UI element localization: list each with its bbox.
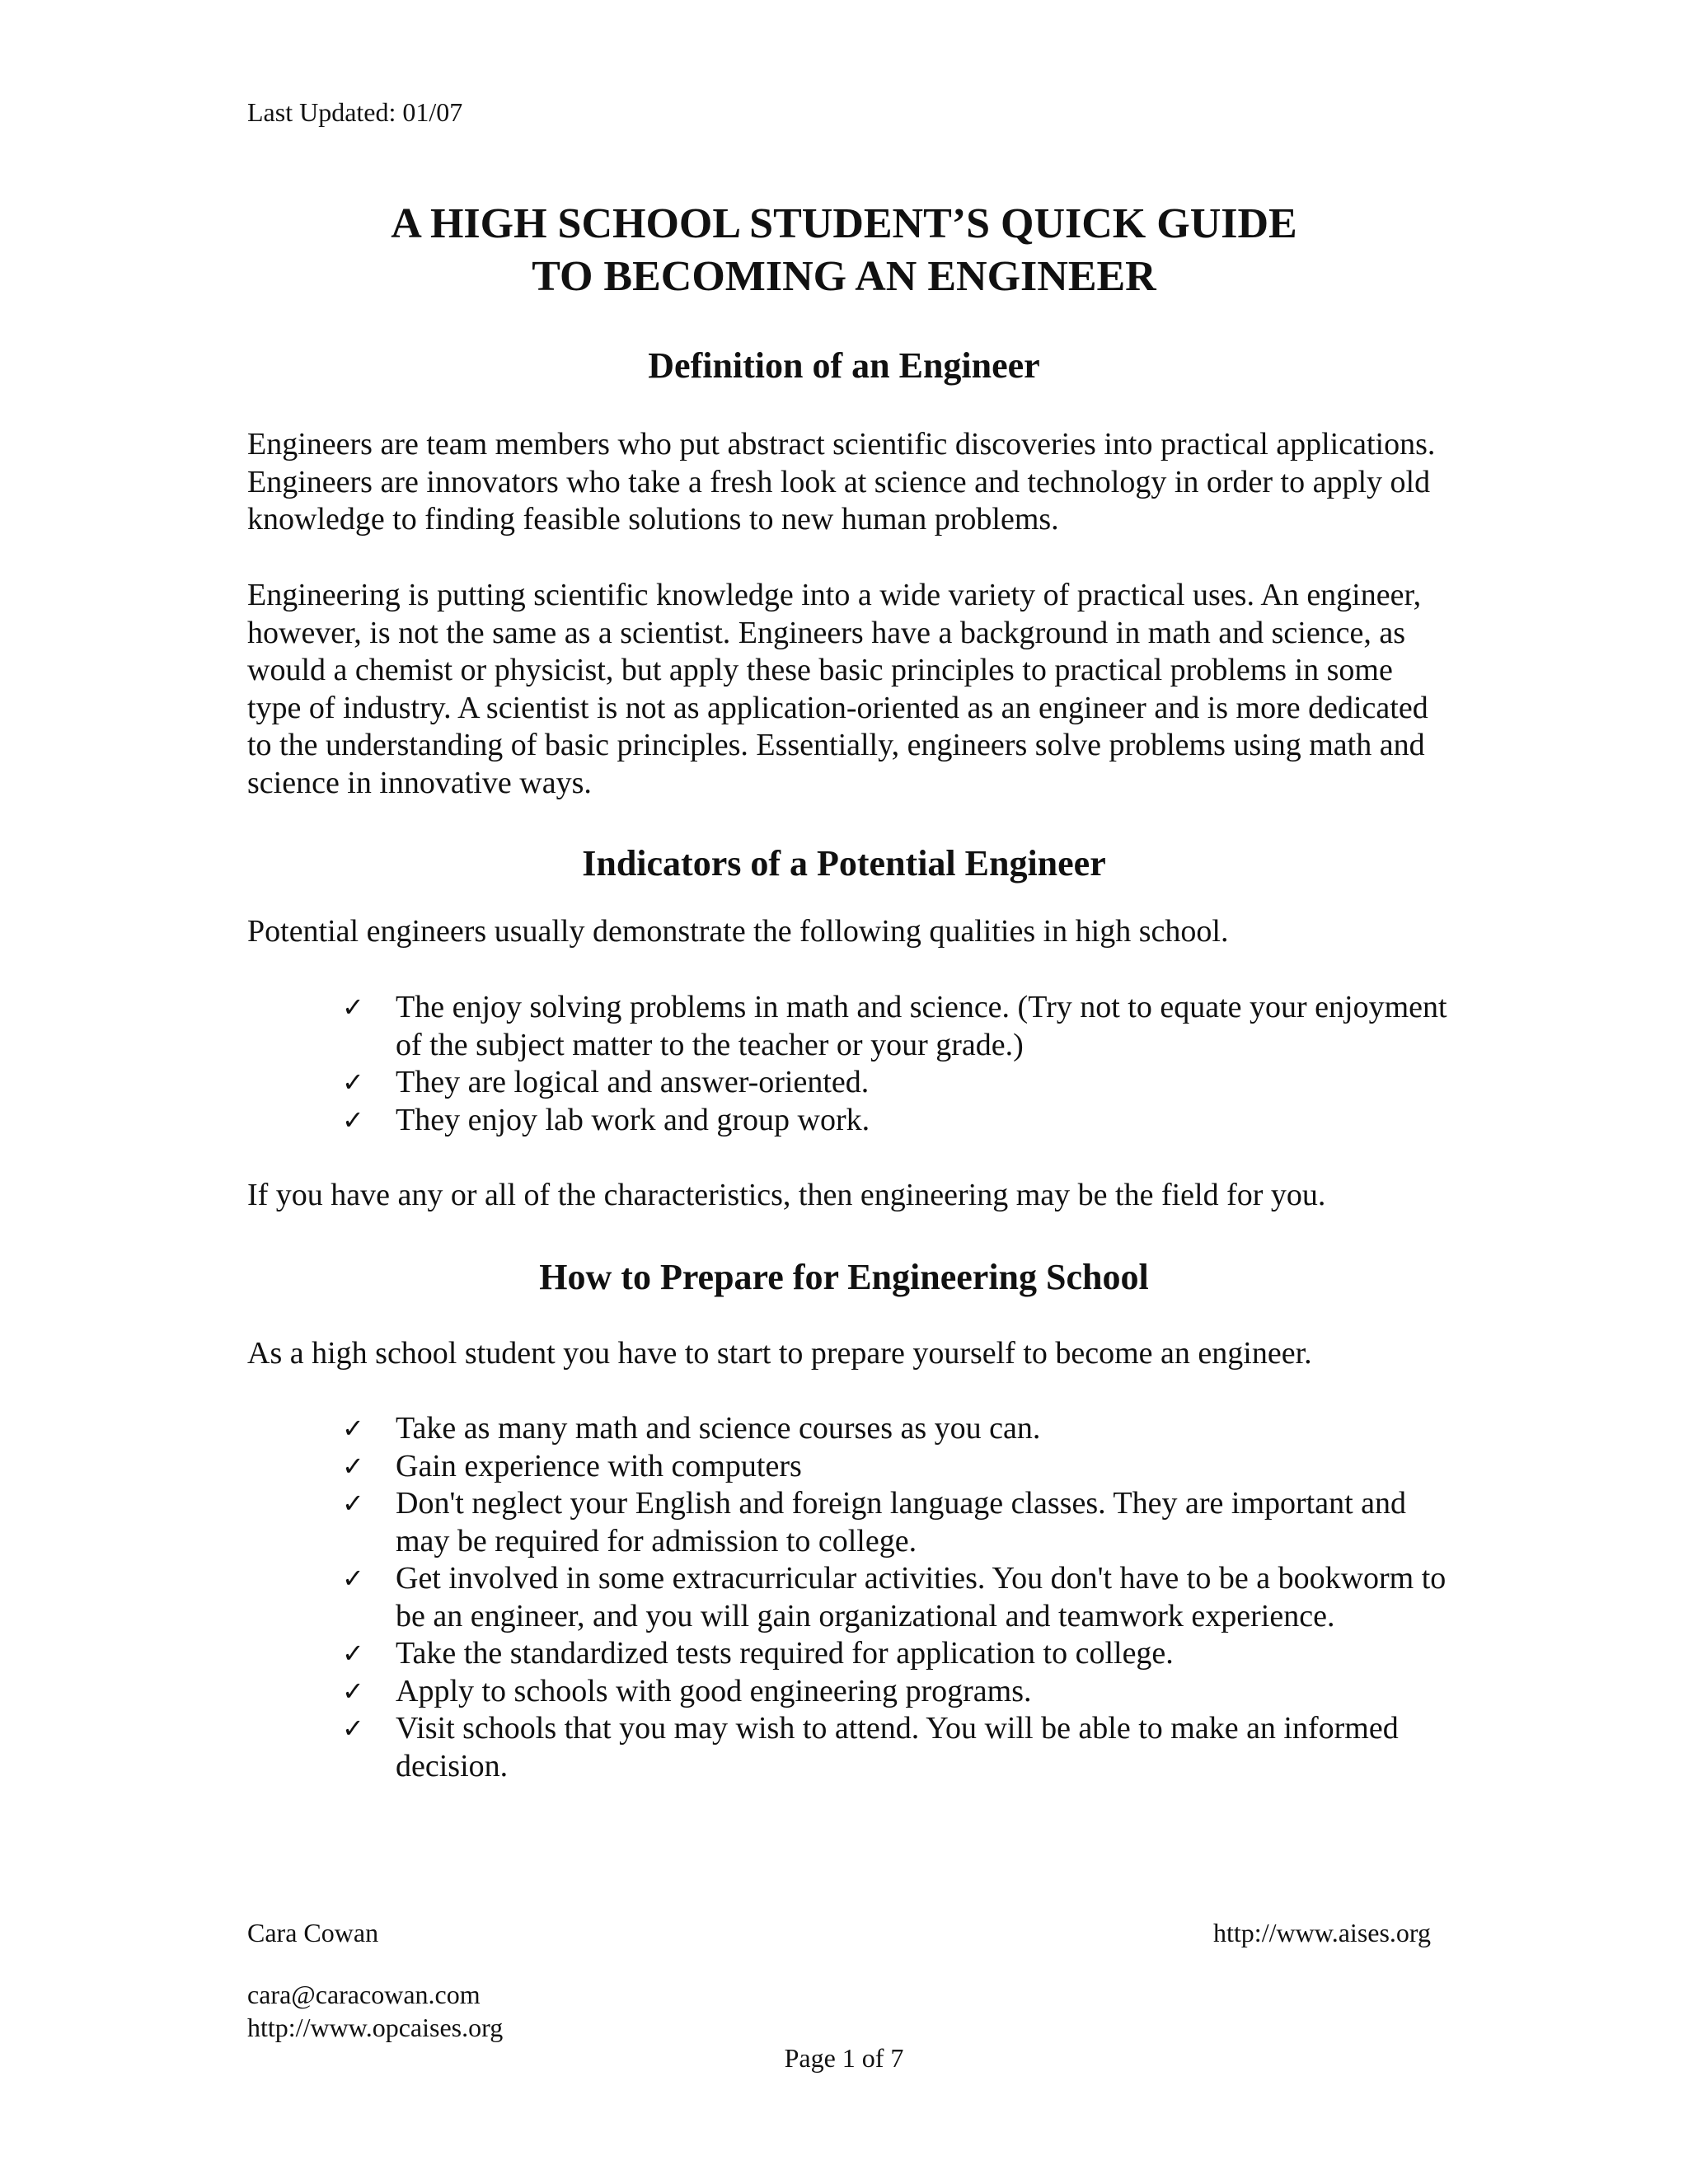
list-item xyxy=(342,1635,1463,1673)
list-item xyxy=(342,1710,1463,1785)
footer-site-link[interactable]: http://www.aises.org xyxy=(1213,1918,1431,1947)
list-item-text: Get involved in some extracurricular activities. You don't have to be a bookworm to be an engineer, and you will gain organizational and teamwork experience. xyxy=(396,1561,1447,1633)
list-item-text: The enjoy solving problems in math and science. (Try not to equate your enjoyment of the subject matter to the teacher or your grade.) xyxy=(396,990,1447,1062)
checkmark-icon: ✓ xyxy=(342,1104,364,1136)
checkmark-icon: ✓ xyxy=(342,1713,364,1744)
list-item xyxy=(342,1410,1463,1448)
page-number: Page 1 of 7 xyxy=(784,2043,904,2073)
heading-indicators: Indicators of a Potential Engineer xyxy=(582,843,1106,883)
list-item-text: Apply to schools with good engineering programs. xyxy=(396,1673,1032,1708)
heading-definition: Definition of an Engineer xyxy=(648,345,1040,386)
last-updated: Last Updated: 01/07 xyxy=(247,97,463,127)
footer-opcaises-link[interactable]: http://www.opcaises.org xyxy=(247,2013,504,2042)
list-item xyxy=(342,1102,1463,1140)
checkmark-icon: ✓ xyxy=(342,1450,364,1482)
checkmark-icon: ✓ xyxy=(342,1488,364,1519)
list-item-text: Take the standardized tests required for application to college. xyxy=(396,1636,1174,1671)
list-item-text: Visit schools that you may wish to attend. You will be able to make an informed decision. xyxy=(396,1711,1399,1783)
indicators-outro: If you have any or all of the characteristics, then engineering may be the field for you. xyxy=(247,1178,1326,1212)
title-line-1: A HIGH SCHOOL STUDENT’S QUICK GUIDE xyxy=(391,200,1297,247)
prepare-checklist xyxy=(342,1410,1463,1785)
list-item xyxy=(342,1485,1463,1560)
list-item xyxy=(342,1560,1463,1635)
title-line-2: TO BECOMING AN ENGINEER xyxy=(532,253,1156,300)
indicators-checklist xyxy=(342,989,1463,1139)
list-item-text: They enjoy lab work and group work. xyxy=(396,1102,870,1137)
footer-email-link[interactable]: cara@caracowan.com xyxy=(247,1980,481,2009)
list-item-text: Take as many math and science courses as you can. xyxy=(396,1411,1041,1446)
definition-paragraph-1: Engineers are team members who put abstract scientific discoveries into practical applications. Engineers are innovators who take a fresh look at science and technology in order to apply old knowledge to finding feasible solutions to new human problems. xyxy=(247,427,1436,537)
list-item xyxy=(342,1448,1463,1486)
list-item xyxy=(342,989,1463,1064)
checkmark-icon: ✓ xyxy=(342,1638,364,1669)
indicators-intro: Potential engineers usually demonstrate the following qualities in high school. xyxy=(247,914,1229,949)
definition-paragraph-2: Engineering is putting scientific knowledge into a wide variety of practical uses. An engineer, however, is not the same as a scientist. Engineers have a background in math and science, as would a chemist or physicist, but apply these basic principles to practical problems in some type of industry. A scientist is not as application-oriented as an engineer and is more dedicated to the understanding of basic principles. Essentially, engineers solve problems using math and science in innovative ways. xyxy=(247,578,1428,800)
list-item xyxy=(342,1064,1463,1102)
list-item-text: Gain experience with computers xyxy=(396,1448,802,1483)
checkmark-icon: ✓ xyxy=(342,1066,364,1098)
list-item xyxy=(342,1673,1463,1711)
checkmark-icon: ✓ xyxy=(342,991,364,1023)
list-item-text: Don't neglect your English and foreign language classes. They are important and may be required for admission to college. xyxy=(396,1486,1407,1558)
heading-prepare: How to Prepare for Engineering School xyxy=(539,1257,1149,1297)
checkmark-icon: ✓ xyxy=(342,1563,364,1594)
checkmark-icon: ✓ xyxy=(342,1413,364,1444)
checkmark-icon: ✓ xyxy=(342,1675,364,1707)
footer-author: Cara Cowan xyxy=(247,1918,379,1947)
prepare-intro: As a high school student you have to start to prepare yourself to become an engineer. xyxy=(247,1336,1312,1371)
list-item-text: They are logical and answer-oriented. xyxy=(396,1065,870,1099)
document-title xyxy=(0,198,1688,303)
